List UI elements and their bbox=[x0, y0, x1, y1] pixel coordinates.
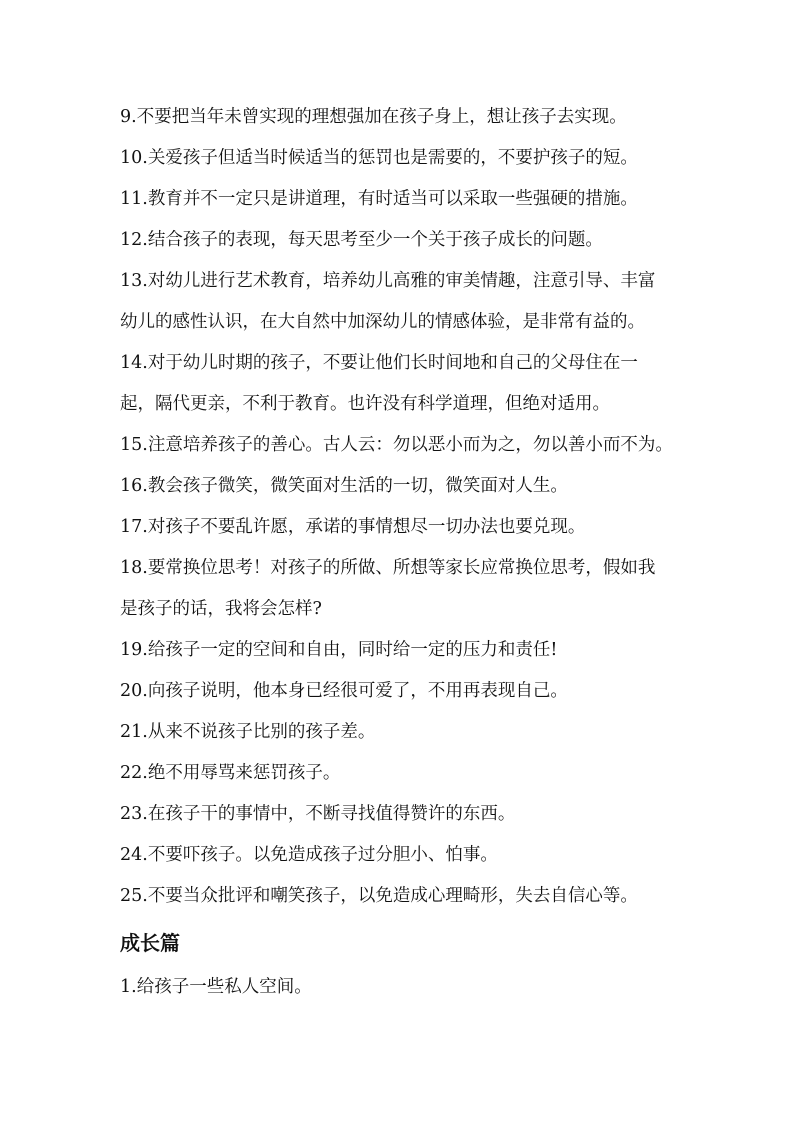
line-20: 25.不要当众批评和嘲笑孩子，以免造成心理畸形，失去自信心等。 bbox=[120, 886, 638, 906]
line-14: 19.给孩子一定的空间和自由，同时给一定的压力和责任! bbox=[120, 640, 558, 660]
line-5: 13.对幼儿进行艺术教育，培养幼儿高雅的审美情趣，注意引导、丰富 bbox=[120, 271, 656, 291]
line-12: 18.要常换位思考！对孩子的所做、所想等家长应常换位思考，假如我 bbox=[120, 558, 656, 578]
section-heading: 成长篇 bbox=[120, 931, 180, 955]
document-page bbox=[120, 97, 686, 1008]
line-11: 17.对孩子不要乱许愿，承诺的事情想尽一切办法也要兑现。 bbox=[120, 517, 586, 537]
line-1: 9.不要把当年未曾实现的理想强加在孩子身上，想让孩子去实现。 bbox=[120, 107, 627, 127]
line-18: 23.在孩子干的事情中，不断寻找值得赞许的东西。 bbox=[120, 804, 516, 824]
line-13: 是孩子的话，我将会怎样? bbox=[120, 599, 322, 619]
section-line-1: 1.给孩子一些私人空间。 bbox=[120, 977, 312, 997]
line-8: 起，隔代更亲，不利于教育。也许没有科学道理，但绝对适用。 bbox=[120, 394, 610, 414]
line-4: 12.结合孩子的表现，每天思考至少一个关于孩子成长的问题。 bbox=[120, 230, 603, 250]
line-3: 11.教育并不一定只是讲道理，有时适当可以采取一些强硬的措施。 bbox=[120, 189, 638, 209]
line-19: 24.不要吓孩子。以免造成孩子过分胆小、怕事。 bbox=[120, 845, 498, 865]
line-7: 14.对于幼儿时期的孩子，不要让他们长时间地和自己的父母住在一 bbox=[120, 353, 638, 373]
line-16: 21.从来不说孩子比别的孩子差。 bbox=[120, 722, 376, 742]
line-2: 10.关爱孩子但适当时候适当的惩罚也是需要的，不要护孩子的短。 bbox=[120, 148, 638, 168]
line-17: 22.绝不用辱骂来惩罚孩子。 bbox=[120, 763, 341, 783]
line-6: 幼儿的感性认识，在大自然中加深幼儿的情感体验，是非常有益的。 bbox=[120, 312, 645, 332]
line-10: 16.教会孩子微笑，微笑面对生活的一切，微笑面对人生。 bbox=[120, 476, 568, 496]
line-9: 15.注意培养孩子的善心。古人云：勿以恶小而为之，勿以善小而不为。 bbox=[120, 435, 673, 455]
line-15: 20.向孩子说明，他本身已经很可爱了，不用再表现自己。 bbox=[120, 681, 568, 701]
